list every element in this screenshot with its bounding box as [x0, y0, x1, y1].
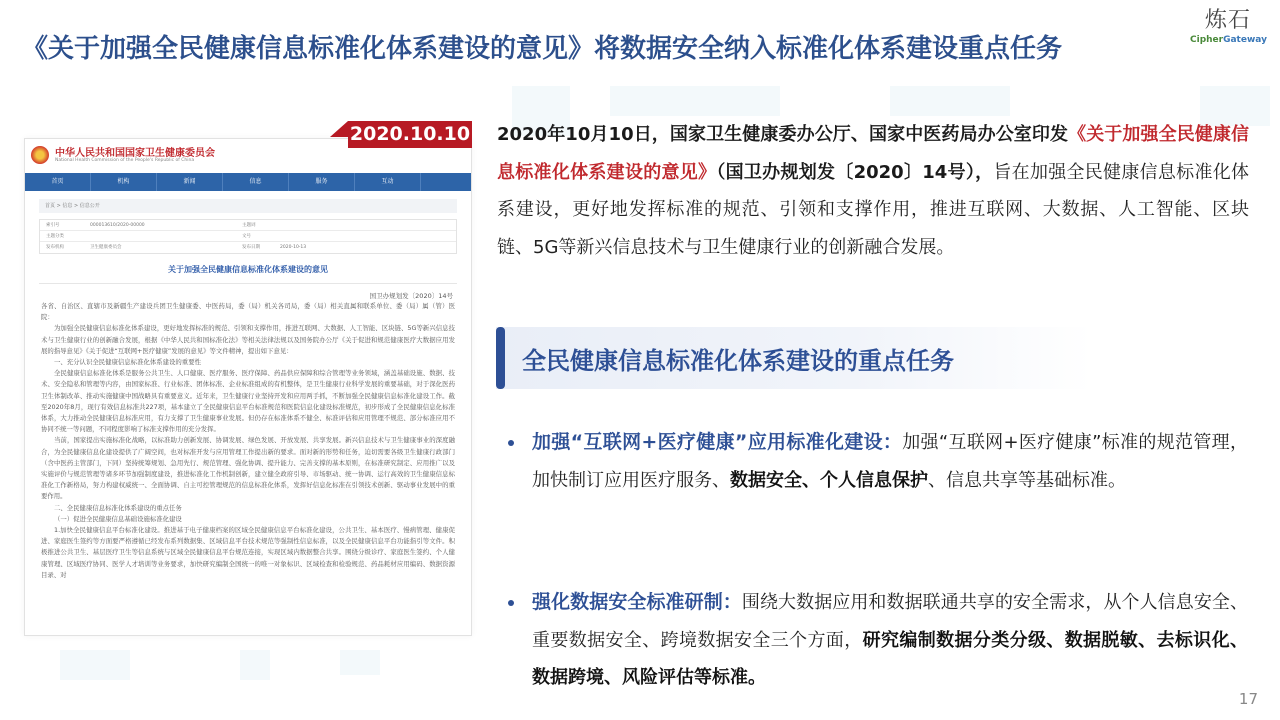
document-org-name: 中华人民共和国国家卫生健康委员会: [55, 148, 215, 159]
document-breadcrumb: 首页 > 信息 > 信息公开: [39, 199, 457, 213]
bullet-dot-icon: [508, 600, 514, 606]
date-badge-tab: [330, 121, 348, 137]
meta-row: 索引号 000013610/2020-00000 主题词: [40, 220, 456, 231]
document-paragraph: 各省、自治区、直辖市及新疆生产建设兵团卫生健康委、中医药局，委（局）机关各司局，委（局）相关直属和联系单位、委（局）属（管）医院：: [41, 302, 455, 322]
document-nav-item: [421, 173, 471, 191]
date-badge: 2020.10.10: [348, 121, 472, 148]
document-paragraph: （一）促进全民健康信息基础设施标准化建设: [54, 514, 182, 523]
document-paragraph: 二、全民健康信息标准化体系建设的重点任务: [54, 503, 182, 512]
logo-english-name: CipherGateway: [1190, 35, 1267, 45]
document-paragraph: 一、充分认识全民健康信息标准化体系建设的重要性: [54, 358, 201, 367]
background-decoration: [610, 86, 780, 116]
bullet-text: 加强“互联网+医疗健康”标准的规范管理，加快制订应用医疗服务、: [532, 432, 1248, 491]
document-number: 国卫办规划发〔2020〕14号: [369, 292, 453, 300]
document-paragraph: 1.加快全民健康信息平台标准化建设。推进基于电子健康档案的区域全民健康信息平台标准化建设，公共卫生、基本医疗、慢病管理、健康促进、家庭医生签约等方面要严格遵循已经发布系列数据集、区域信息平台技术规范等强制性信息标准，以及全民健康信息平台功能指引等文件。积极推进公共卫生、基层医疗卫生等信息系统与区域全民健康信息平台规范连接，实现区域内数据整合共享。围绕分级诊疗、家庭医生签约、个人健康管理、区域医疗协同、医学人才培训等业务要求，加快研究编制全国统一的唯一对象标识、区域检查和检验规范、药品耗材应用编码、数据资源目录、对: [41, 526, 455, 579]
intro-text: 2020年10月10日，国家卫生健康委办公厅、国家中医药局办公室印发: [497, 124, 1069, 145]
intro-purpose: 旨在加强全民健康信息标准化体系建设，更好地发挥标准的规范、引领和支撑作用，推进互联网、大数据、人工智能、区块链、5G等新兴信息技术与卫生健康行业的创新融合发展。: [497, 161, 1250, 258]
document-nav-item: 首页: [25, 173, 91, 191]
national-emblem-icon: [31, 146, 49, 164]
intro-paragraph: [497, 116, 1249, 266]
bullet-bold-text: 研究编制数据分类分级、数据脱敏、去标识化、数据跨境、风险评估等标准。: [532, 629, 1249, 688]
background-decoration: [890, 86, 1010, 116]
bullet-bold-text: 数据安全、个人信息保护: [730, 469, 928, 491]
document-paragraph: 全民健康信息标准化体系是服务公共卫生、人口健康、医疗服务、医疗保障、药品供应保障和综合管理等业务领域，涵盖基础设施、数据、技术、安全隐私和管理等内容，由国家标准、行业标准、团体标准、企业标准组成的有机整体，是卫生健康行业科学发展的重要基础，对于深化医药卫生体制改革、推动实施健康中国战略具有重要意义。近年来，卫生健康行业坚持开发和应用两手抓，不断加强全民健康信息标准化建设工作。截至2020年8月，现行有效信息标准共227项，基本建立了全民健康信息平台标准规范和医院信息化建设标准规范，初步形成了全民健康信息化标准体系，大力推动全民健康信息标准应用，有力支撑了卫生健康事业发展。但仍存在标准体系不健全、标准评估和应用管理不规范、部分标准应用不协同不统一等问题，不同程度影响了标准支撑作用的充分发挥。: [41, 369, 455, 434]
document-nav-item: 机构: [91, 173, 157, 191]
intro-doc-number: （国卫办规划发〔2020〕14号），: [716, 161, 994, 183]
bullet-heading: 强化数据安全标准研制：: [532, 591, 742, 613]
document-paragraph: 为加强全民健康信息标准化体系建设，更好地发挥标准的规范、引领和支撑作用，推进互联网、大数据、人工智能、区块链、5G等新兴信息技术与卫生健康行业的创新融合发展，根据《中华人民共和国标准化法》等相关法律法规以及国务院办公厅《关于促进和规范健康医疗大数据应用发展的指导意见》《关于促进“互联网+医疗健康”发展的意见》等文件精神，提出如下意见：: [41, 324, 455, 355]
document-nav-bar: [25, 173, 471, 191]
section-accent-bar: [496, 327, 505, 389]
bullet-item: [508, 424, 1248, 499]
document-screenshot: [24, 138, 472, 636]
page-number: 17: [1238, 690, 1258, 708]
intro-document-name: 《关于加强全民健康信息标准化体系建设的意见》: [497, 124, 1249, 183]
document-paragraph: 当前，国家提出实施标准化战略，以标准助力创新发展、协调发展、绿色发展、开放发展、共享发展。新兴信息技术与卫生健康事业的深度融合，为全民健康信息化建设提供了广阔空间，也对标准开发与应用管理工作提出新的要求。面对新的形势和任务，迫切需要各级卫生健康行政部门（含中医药主管部门，下同）坚持统筹规划、急用先行、规范管理、强化协调、提升能力、完善支撑的基本原则，在标准研究制定、应用推广以及实施评价与规范管理等诸多环节加强制度建设，推进标准化工作机制创新，建立健全政府引导、市场驱动、统一协调、运行高效的卫生健康信息标准化工作新格局，努力构建权威统一、全面协调、自主可控管理规范的信息标准化体系，发挥好信息化标准在引领技术创新、驱动事业发展中的重要作用。: [41, 436, 455, 501]
document-nav-item: 信息: [223, 173, 289, 191]
background-decoration: [240, 650, 270, 680]
background-decoration: [60, 650, 130, 680]
meta-row: 发布机构 卫生健康委员会 发布日期 2020-10-13: [46, 245, 307, 250]
bullet-heading: 加强“互联网+医疗健康”应用标准化建设：: [532, 431, 903, 453]
section-banner: [496, 327, 1092, 389]
section-title: 全民健康信息标准化体系建设的重点任务: [522, 347, 954, 375]
document-nav-item: 服务: [289, 173, 355, 191]
bullet-item: [508, 584, 1248, 697]
logo-chinese-name: 炼石: [1204, 8, 1251, 33]
background-decoration: [340, 650, 380, 675]
bullet-text: 围绕大数据应用和数据联通共享的安全需求，从个人信息安全、重要数据安全、跨境数据安全三个方面，: [532, 592, 1248, 651]
document-meta-table: [39, 219, 457, 254]
document-title: 关于加强全民健康信息标准化体系建设的意见: [39, 264, 457, 284]
document-body: [41, 301, 455, 581]
bullet-text: 、信息共享等基础标准。: [928, 469, 1126, 491]
meta-row: 主题分类 文号: [40, 231, 456, 242]
slide-title: 《关于加强全民健康信息标准化体系建设的意见》将数据安全纳入标准化体系建设重点任务: [22, 34, 1063, 64]
document-nav-item: 互动: [355, 173, 421, 191]
document-org-name-en: National Health Commission of the People's Republic of China: [55, 158, 195, 163]
document-nav-item: 新闻: [157, 173, 223, 191]
company-logo: [1190, 8, 1266, 46]
bullet-dot-icon: [508, 440, 514, 446]
